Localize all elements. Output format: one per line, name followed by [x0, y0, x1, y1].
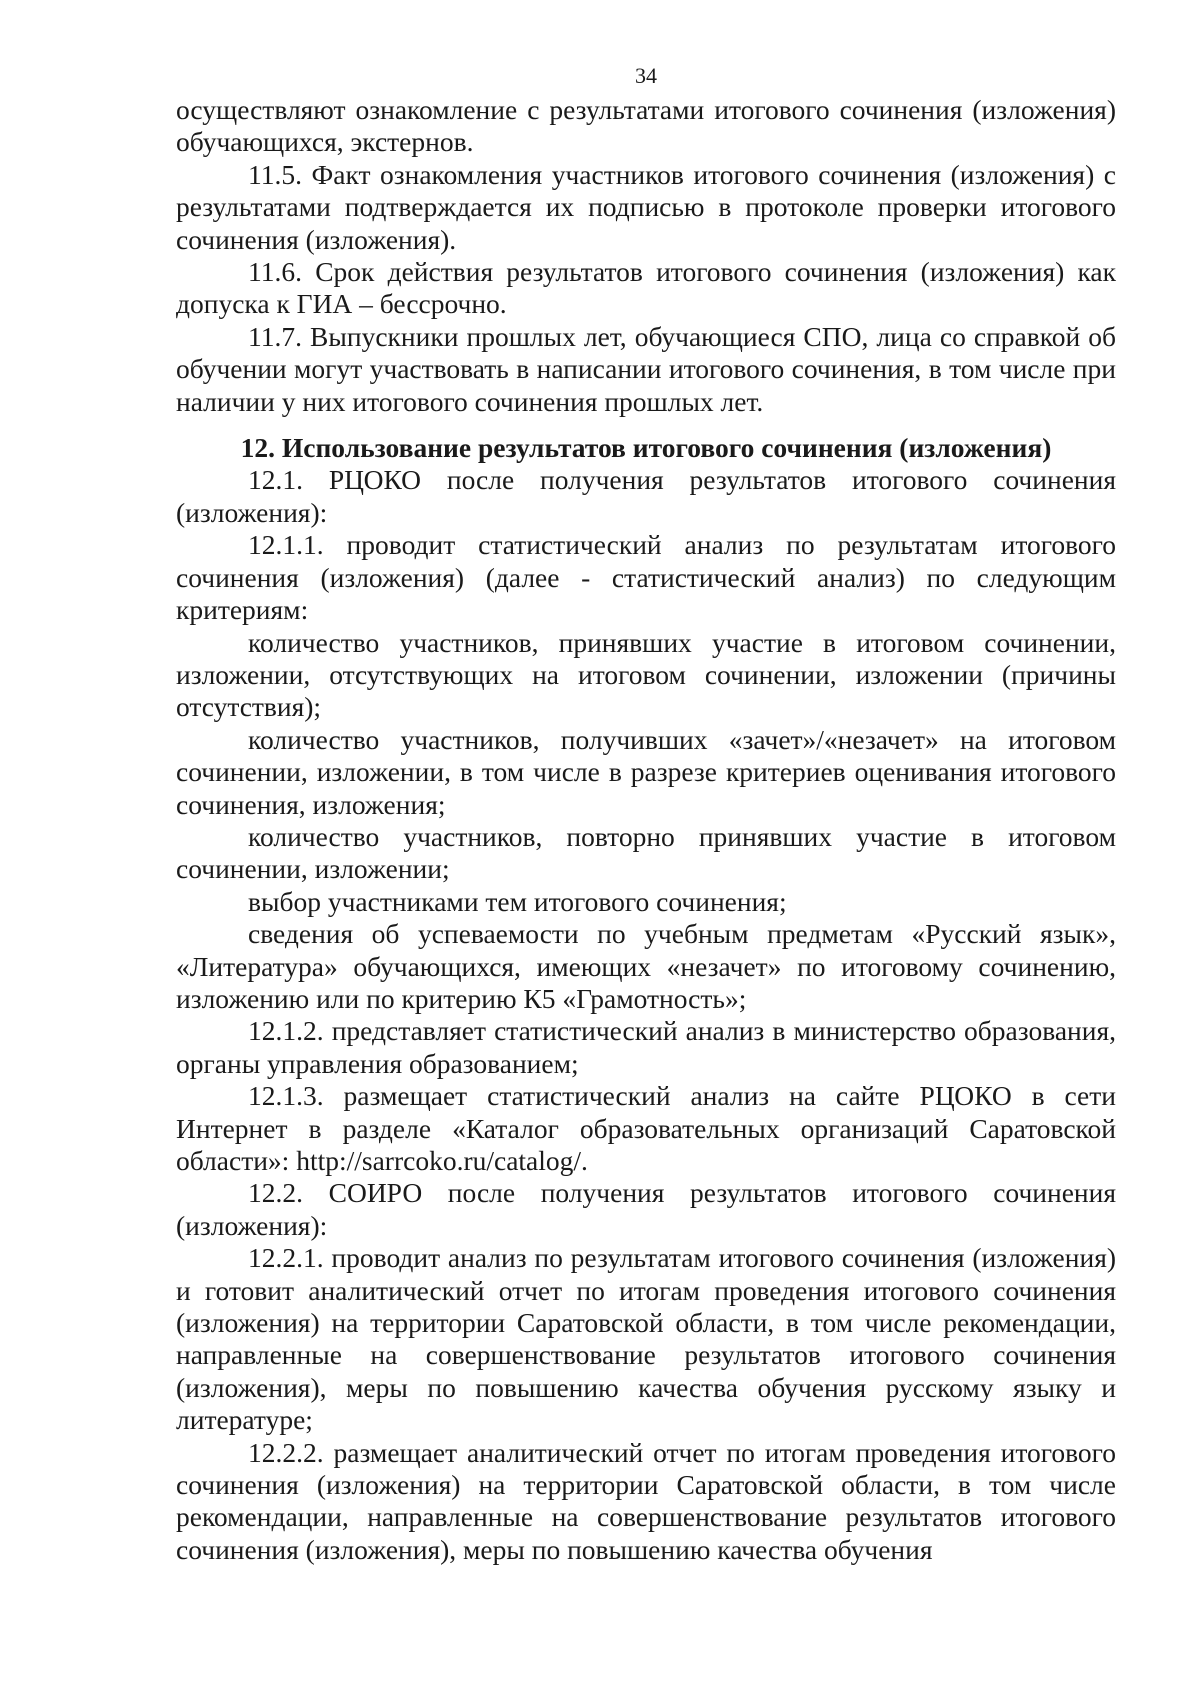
- criterion-item: выбор участниками тем итогового сочинения;: [248, 885, 787, 917]
- section-heading: 12. Использование результатов итогового сочинения (изложения): [240, 432, 1052, 464]
- criterion-item: количество участников, получивших «зачет»/«незачет» на итоговом сочинении, изложении, в том числе в разрезе критериев оценивания итогового сочинения, изложения;: [176, 723, 1116, 820]
- paragraph-11-5: 11.5. Факт ознакомления участников итогового сочинения (изложения) с результатами подтверждается их подписью в протоколе проверки итогового сочинения (изложения).: [176, 158, 1116, 255]
- paragraph-12-1-2: 12.1.2. представляет статистический анализ в министерство образования, органы управления образованием;: [176, 1015, 1116, 1079]
- paragraph-12-1-1: 12.1.1. проводит статистический анализ по результатам итогового сочинения (изложения) (далее - статистический анализ) по следующим критериям:: [176, 529, 1116, 626]
- paragraph-intro: осуществляют ознакомление с результатами итогового сочинения (изложения) обучающихся, экстернов.: [176, 94, 1116, 158]
- paragraph-12-1: 12.1. РЦОКО после получения результатов итогового сочинения (изложения):: [176, 464, 1116, 528]
- paragraph-11-7: 11.7. Выпускники прошлых лет, обучающиеся СПО, лица со справкой об обучении могут участвовать в написании итогового сочинения, в том числе при наличии у них итогового сочинения прошлых лет.: [176, 320, 1116, 417]
- criterion-item: сведения об успеваемости по учебным предметам «Русский язык», «Литература» обучающихся, имеющих «незачет» по итоговому сочинению, изложению или по критерию К5 «Грамотность»;: [176, 918, 1116, 1014]
- paragraph-12-2-1: 12.2.1. проводит анализ по результатам итогового сочинения (изложения) и готовит аналитический отчет по итогам проведения итогового сочинения (изложения) на территории Саратовской области, в том числе рекомендации, направленные на совершенствование результатов итогового сочинения (изложения), меры по повышению качества обучения русскому языку и литературе;: [176, 1242, 1116, 1436]
- criterion-item: количество участников, принявших участие в итоговом сочинении, изложении, отсутствующих на итоговом сочинении, изложении (причины отсутствия);: [176, 626, 1116, 723]
- paragraph-11-6: 11.6. Срок действия результатов итогового сочинения (изложения) как допуска к ГИА – бессрочно.: [176, 256, 1116, 320]
- document-page: [176, 64, 1116, 1566]
- paragraph-12-2-2: 12.2.2. размещает аналитический отчет по итогам проведения итогового сочинения (изложения) на территории Саратовской области, в том числе рекомендации, направленные на совершенствование результатов итогового сочинения (изложения), меры по повышению качества обучения: [176, 1436, 1116, 1565]
- page-number: 34: [635, 63, 657, 88]
- paragraph-12-1-3: 12.1.3. размещает статистический анализ на сайте РЦОКО в сети Интернет в разделе «Каталог образовательных организаций Саратовской области»: http://sarrcoko.ru/catalog/.: [176, 1080, 1116, 1176]
- criterion-item: количество участников, повторно принявших участие в итоговом сочинении, изложении;: [176, 820, 1116, 885]
- paragraph-12-2: 12.2. СОИРО после получения результатов итогового сочинения (изложения):: [176, 1177, 1116, 1241]
